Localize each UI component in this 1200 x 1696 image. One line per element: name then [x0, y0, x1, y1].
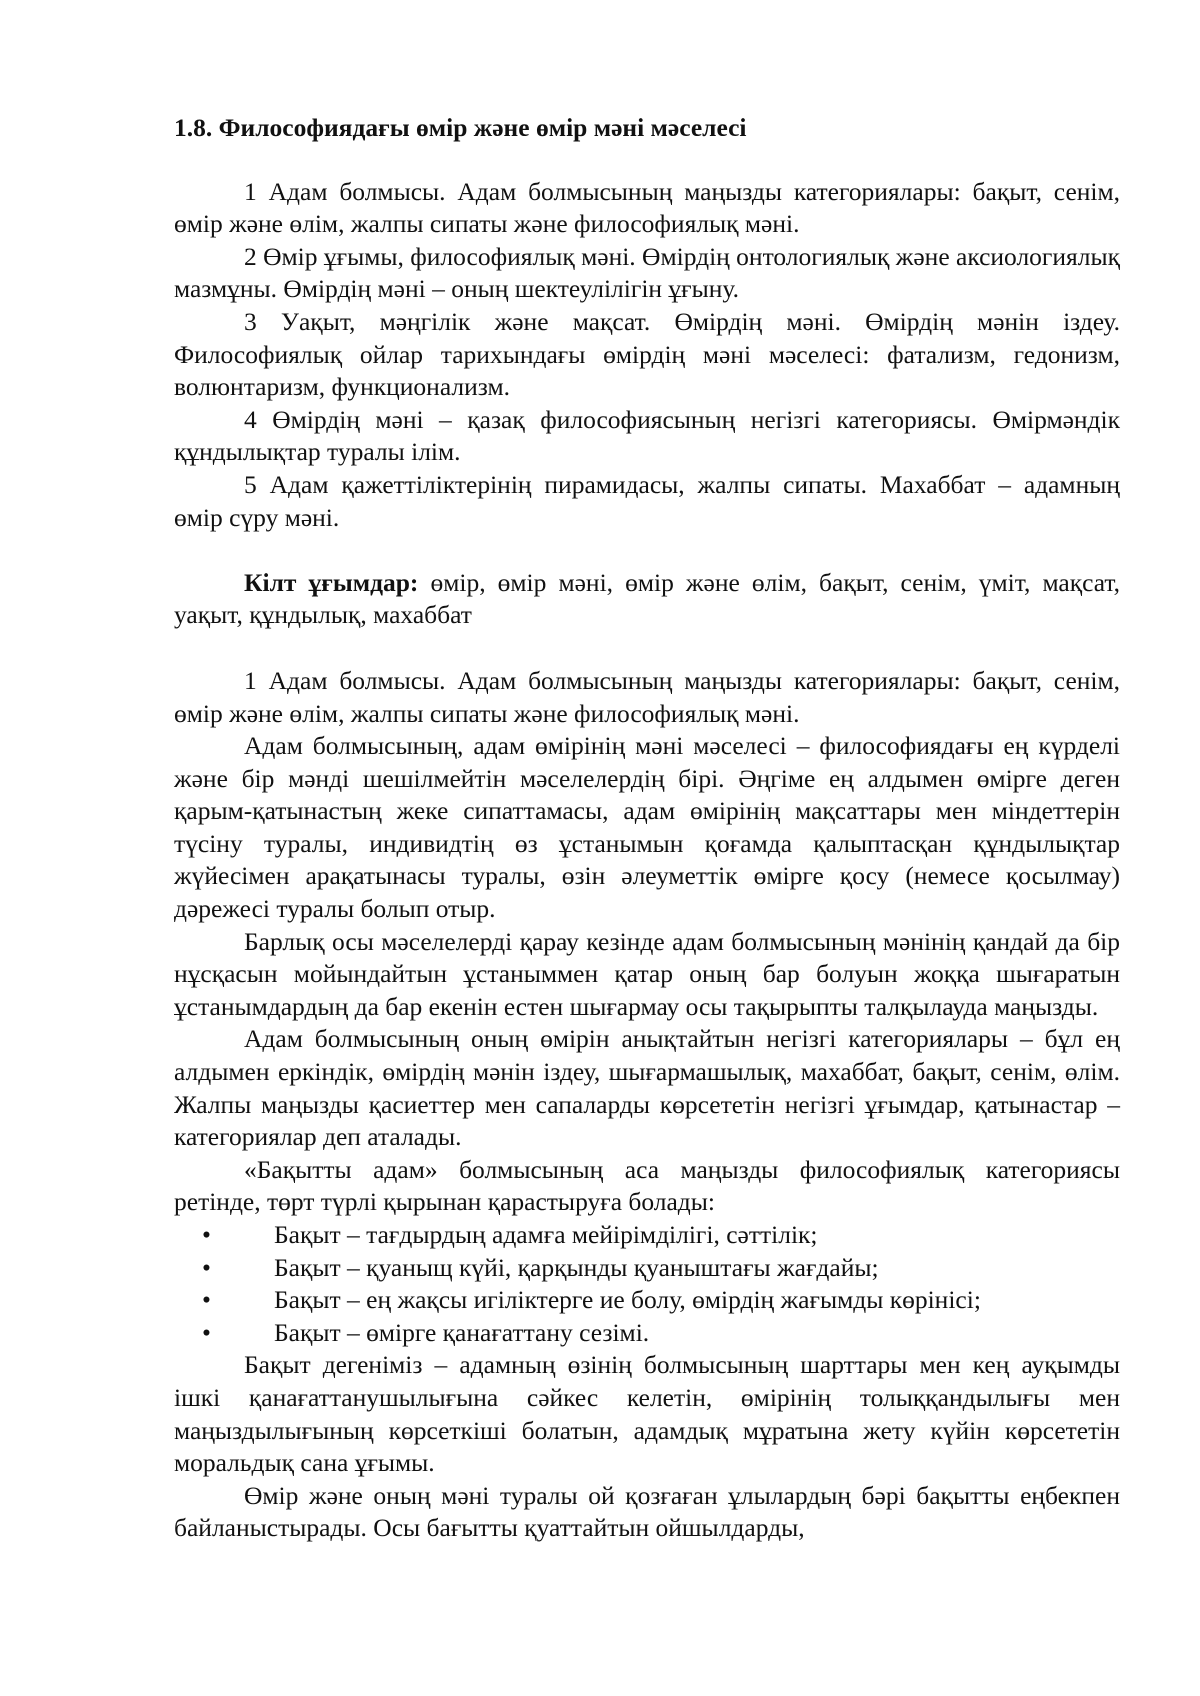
body-paragraph: Бақыт дегеніміз – адамның өзінің болмысының шарттары мен кең ауқымды ішкі қанағаттанушылығына сәйкес келетін, өмірінің толыққандылығы мен маңыздылығының көрсеткіші болатын, адамдық мұратына жету күйін көрсететін моральдық сана ұғымы.	[174, 1350, 1120, 1478]
happiness-list	[174, 1219, 1120, 1349]
list-item	[174, 1317, 1120, 1350]
list-item	[174, 1252, 1120, 1285]
body-paragraph: Өмір және оның мәні туралы ой қозғаған ұлылардың бәрі бақытты еңбекпен байланыстырады. Осы бағытты қуаттайтын ойшылдарды,	[174, 1480, 1120, 1543]
topic-outline	[174, 176, 1120, 535]
outline-item: 1 Адам болмысы. Адам болмысының маңызды категориялары: бақыт, сенім, өмір және өлім, жалпы сипаты және философиялық мәні.	[174, 176, 1120, 239]
list-item-text: Бақыт – тағдырдың адамға мейірімділігі, сәттілік;	[274, 1220, 818, 1249]
outline-item: 5 Адам қажеттіліктерінің пирамидасы, жалпы сипаты. Махаббат – адамның өмір сүру мәні.	[174, 469, 1120, 532]
bullet-icon: •	[202, 1252, 211, 1282]
page-title: 1.8. Философиядағы өмір және өмір мәні мәселесі	[174, 113, 747, 142]
outline-item: 3 Уақыт, мәңгілік және мақсат. Өмірдің мәні. Өмірдің мәнін іздеу. Философиялық ойлар тарихындағы өмірдің мәні мәселесі: фатализм, гедонизм, волюнтаризм, функционализм.	[174, 306, 1120, 402]
section-1	[174, 665, 1120, 1545]
list-item	[174, 1284, 1120, 1317]
key-terms-paragraph	[174, 567, 1120, 632]
outline-item: 2 Өмір ұғымы, философиялық мәні. Өмірдің онтологиялық және аксиологиялық мазмұны. Өмірдің мәні – оның шектеулілігін ұғыну.	[174, 241, 1121, 304]
key-terms-label: Кілт ұғымдар:	[244, 567, 419, 597]
spacer	[174, 534, 1120, 567]
list-item	[174, 1219, 1120, 1252]
list-item-text: Бақыт – ең жақсы игіліктерге ие болу, өмірдің жағымды көрінісі;	[274, 1285, 981, 1315]
bullet-icon: •	[202, 1285, 211, 1315]
outline-item: 4 Өмірдің мәні – қазақ философиясының негізгі категориясы. Өмірмәндік құндылықтар туралы ілім.	[174, 404, 1120, 467]
body-paragraph: Адам болмысының оның өмірін анықтайтын негізгі категориялары – бұл ең алдымен еркіндік, өмірдің мәнін іздеу, шығармашылық, махаббат, бақыт, сенім, өлім. Жалпы маңызды қасиеттер мен сапаларды көрсететін негізгі ұғымдар, қатынастар – категориялар деп аталады.	[174, 1024, 1120, 1152]
body-paragraph: Барлық осы мәселелерді қарау кезінде адам болмысының мәнінің қандай да бір нұсқасын мойындайтын ұстаныммен қатар оның бар болуын жоққа шығаратын ұстанымдардың да бар екенін естен шығармау осы тақырыпты талқылауда маңызды.	[174, 926, 1120, 1021]
bullet-icon: •	[202, 1317, 211, 1347]
spacer	[174, 632, 1120, 665]
body-paragraph: «Бақытты адам» болмысының аса маңызды философиялық категориясы ретінде, төрт түрлі қырынан қарастыруға болады:	[174, 1154, 1120, 1217]
key-terms-text: өмір, өмір мәні, өмір және өлім, бақыт, сенім, үміт, мақсат, уақыт, құндылық, махаббат	[174, 567, 1120, 630]
bullet-icon: •	[202, 1220, 211, 1249]
list-item-text: Бақыт – қуаныщ күйі, қарқынды қуаныштағы жағдайы;	[274, 1252, 879, 1282]
body-paragraph: Адам болмысының, адам өмірінің мәні мәселесі – философиядағы ең күрделі және бір мәнді шешілмейтін мәселелердің бірі. Әңгіме ең алдымен өмірге деген қарым-қатынастың жеке сипаттамасы, адам өмірінің мақсаттары мен міндеттерін түсіну туралы, индивидтің өз ұстанымын қоғамда қалыптасқан құндылықтар жүйесімен арақатынасы туралы, өзін әлеуметтік өмірге қосу (немесе қосылмау) дәрежесі туралы болып отыр.	[174, 731, 1120, 924]
section-heading: 1 Адам болмысы. Адам болмысының маңызды категориялары: бақыт, сенім, өмір және өлім, жалпы сипаты және философиялық мәні.	[174, 665, 1120, 728]
document-page	[174, 112, 1120, 1545]
list-item-text: Бақыт – өмірге қанағаттану сезімі.	[274, 1317, 650, 1347]
